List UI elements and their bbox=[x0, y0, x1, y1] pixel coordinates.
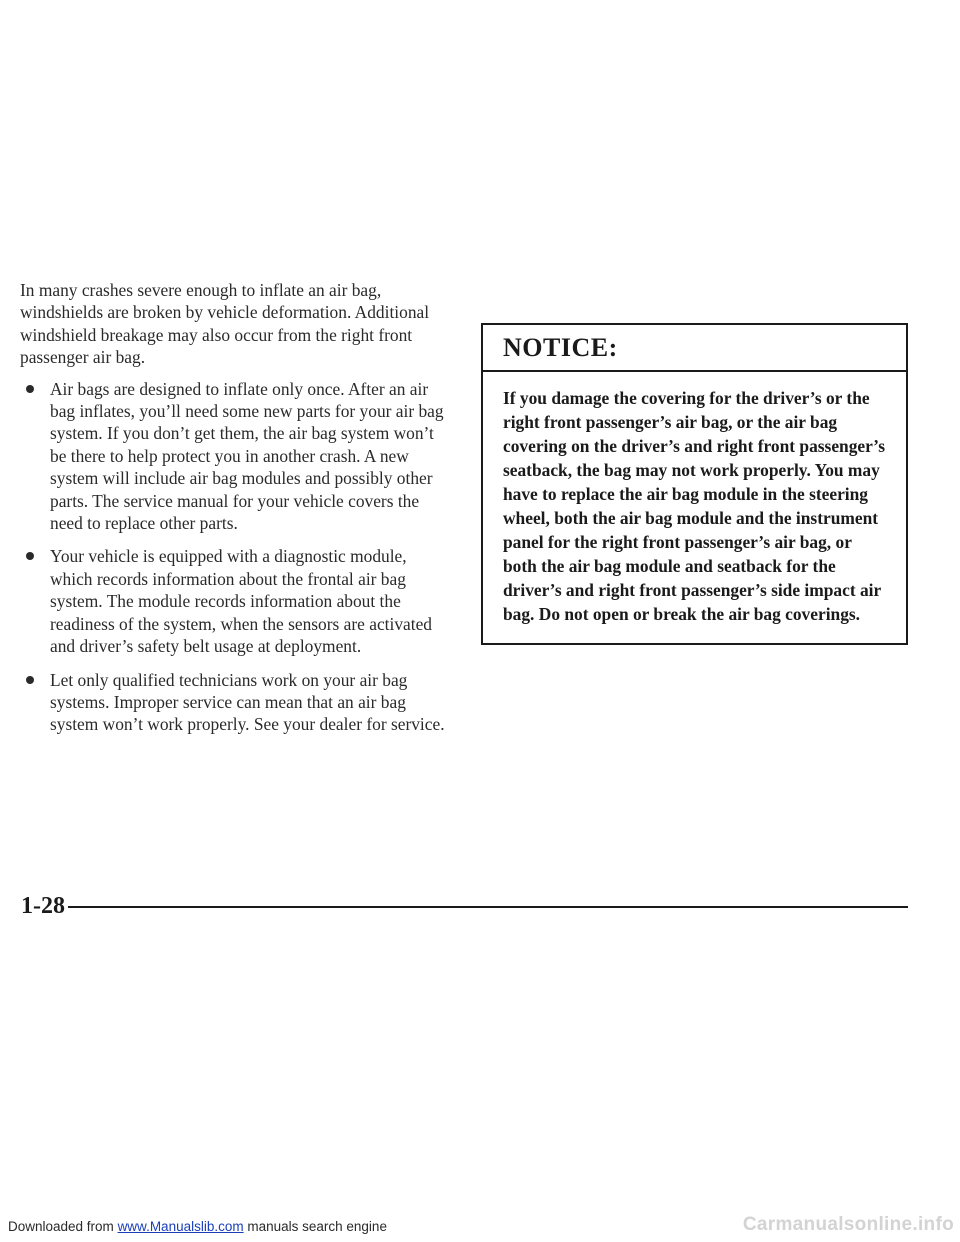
bullet-icon bbox=[26, 552, 34, 560]
watermark-logo: Carmanualsonline.info bbox=[742, 1214, 954, 1235]
bullet-item bbox=[20, 545, 450, 657]
bullet-item bbox=[20, 378, 450, 535]
bullet-text: Let only qualified technicians work on your air bag systems. Improper service can mean that an air bag system won’t work properly. See your dealer for service. bbox=[50, 669, 445, 735]
notice-title: NOTICE: bbox=[483, 325, 906, 372]
footer-rule bbox=[68, 906, 908, 908]
footer-prefix: Downloaded from bbox=[8, 1219, 118, 1234]
notice-text: If you damage the covering for the driver’s or the right front passenger’s air bag, or the air bag covering on the driver’s and right front passenger’s seatback, the bag may not work properly. You may have to replace the air bag module in the steering wheel, both the air bag module and the instrument panel for the right front passenger’s air bag, or both the air bag module and seatback for the driver’s and right front passenger’s side impact air bag. Do not open or break the air bag coverings. bbox=[503, 388, 886, 624]
footer-suffix: manuals search engine bbox=[243, 1219, 387, 1234]
notice-box bbox=[481, 323, 908, 645]
page-number: 1-28 bbox=[21, 893, 65, 919]
body-text bbox=[20, 279, 450, 747]
bullet-text: Your vehicle is equipped with a diagnostic module, which records information about the frontal air bag system. The module records information about the readiness of the system, when the sensors are activated and driver’s safety belt usage at deployment. bbox=[50, 546, 432, 657]
bullet-text: Air bags are designed to inflate only once. After an air bag inflates, you’ll need some new parts for your air bag system. If you don’t get them, the air bag system won’t be there to help protect you in another crash. A new system will include air bag modules and possibly other parts. The service manual for your vehicle covers the need to replace other parts. bbox=[50, 378, 444, 534]
bullet-item bbox=[20, 669, 450, 736]
manualslib-link[interactable]: www.Manualslib.com bbox=[117, 1219, 244, 1234]
bullet-icon bbox=[26, 676, 34, 684]
download-footer bbox=[8, 1219, 387, 1234]
intro-paragraph: In many crashes severe enough to inflate an air bag, windshields are broken by vehicle deformation. Additional windshield breakage may also occur from the right front passenger air bag. bbox=[20, 280, 430, 368]
bullet-icon bbox=[26, 385, 34, 393]
